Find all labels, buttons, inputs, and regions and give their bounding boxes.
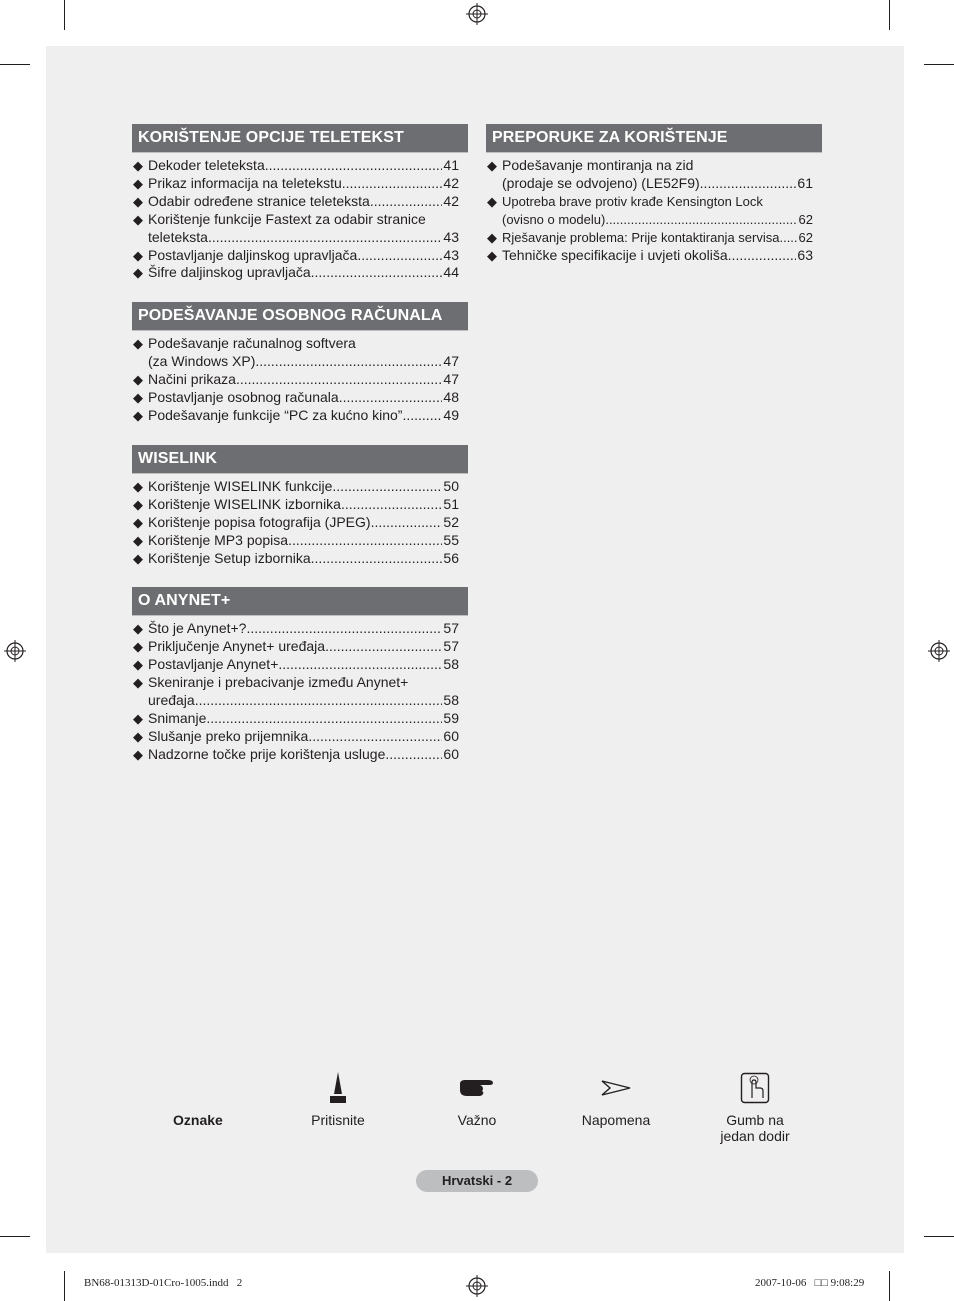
dot-leader bbox=[402, 407, 442, 425]
toc-entry[interactable] bbox=[132, 389, 459, 407]
registration-mark-icon bbox=[4, 640, 26, 662]
crop-mark bbox=[924, 64, 954, 65]
diamond-bullet-icon: ◆ bbox=[133, 336, 143, 352]
toc-entry-line bbox=[148, 229, 459, 247]
dot-leader bbox=[357, 247, 442, 265]
dot-leader bbox=[779, 229, 797, 247]
toc-entry-title: Snimanje bbox=[148, 709, 207, 726]
diamond-bullet-icon: ◆ bbox=[133, 478, 143, 494]
toc-entry-title: Skeniranje i prebacivanje između Anynet+ bbox=[148, 674, 409, 691]
toc-entry-title: Korištenje WISELINK izbornika bbox=[148, 495, 341, 512]
toc-page-number: 63 bbox=[797, 246, 813, 263]
toc-entry[interactable] bbox=[132, 211, 459, 247]
toc-entry[interactable] bbox=[132, 674, 459, 710]
toc-entry[interactable] bbox=[132, 746, 459, 764]
dot-leader bbox=[700, 175, 797, 193]
toc-entry[interactable] bbox=[486, 247, 813, 265]
toc-entry[interactable] bbox=[132, 620, 459, 638]
toc-entry-title: Nadzorne točke prije korištenja usluge bbox=[148, 745, 386, 762]
toc-page-number: 49 bbox=[443, 406, 459, 423]
toc-entry-title: teleteksta bbox=[148, 228, 208, 245]
dot-leader bbox=[332, 478, 442, 496]
toc-page-number: 62 bbox=[798, 211, 813, 227]
crop-mark bbox=[924, 1236, 954, 1237]
toc-entry-line bbox=[148, 211, 459, 229]
diamond-bullet-icon: ◆ bbox=[133, 496, 143, 512]
dot-leader bbox=[385, 746, 442, 764]
dot-leader bbox=[236, 371, 442, 389]
dot-leader bbox=[371, 514, 443, 532]
diamond-bullet-icon: ◆ bbox=[133, 193, 143, 209]
toc-entry[interactable] bbox=[132, 247, 459, 265]
diamond-bullet-icon: ◆ bbox=[133, 372, 143, 388]
crop-mark bbox=[64, 0, 65, 30]
toc-entry-title: Što je Anynet+? bbox=[148, 620, 247, 637]
toc-entry[interactable] bbox=[486, 193, 813, 229]
diamond-bullet-icon: ◆ bbox=[133, 175, 143, 191]
toc-entry[interactable] bbox=[132, 407, 459, 425]
dot-leader bbox=[255, 353, 442, 371]
diamond-bullet-icon: ◆ bbox=[133, 265, 143, 281]
toc-entry-line bbox=[502, 247, 813, 265]
toc-entry[interactable] bbox=[132, 496, 459, 514]
legend-item-note bbox=[571, 1070, 661, 1128]
toc-entry-title: Šifre daljinskog upravljača bbox=[148, 264, 311, 281]
diamond-bullet-icon: ◆ bbox=[133, 407, 143, 423]
diamond-bullet-icon: ◆ bbox=[133, 675, 143, 691]
section-header: PODEŠAVANJE OSOBNOG RAČUNALA bbox=[132, 302, 468, 331]
toc-page-number: 56 bbox=[443, 549, 459, 566]
legend-title: Oznake bbox=[173, 1112, 223, 1128]
legend-item-important bbox=[437, 1070, 517, 1128]
toc-page-number: 44 bbox=[443, 264, 459, 281]
dot-leader bbox=[246, 620, 442, 638]
diamond-bullet-icon: ◆ bbox=[133, 211, 143, 227]
toc-entry-line bbox=[148, 656, 459, 674]
toc-left-column bbox=[132, 124, 468, 784]
toc-entry[interactable] bbox=[132, 157, 459, 175]
toc-entry-line bbox=[502, 175, 813, 193]
diamond-bullet-icon: ◆ bbox=[487, 158, 497, 173]
diamond-bullet-icon: ◆ bbox=[133, 247, 143, 263]
toc-entry-line bbox=[502, 157, 813, 175]
crop-mark bbox=[0, 1236, 30, 1237]
dot-leader bbox=[308, 728, 442, 746]
toc-entry-title: Podešavanje montiranja na zid bbox=[502, 157, 694, 173]
toc-page-number: 61 bbox=[797, 174, 813, 191]
toc-entry[interactable] bbox=[132, 728, 459, 746]
toc-right-column bbox=[486, 124, 822, 284]
toc-entry-line bbox=[148, 247, 459, 265]
diamond-bullet-icon: ◆ bbox=[487, 229, 497, 245]
toc-entry-title: Odabir određene stranice teleteksta bbox=[148, 192, 370, 209]
toc-page-number: 47 bbox=[443, 353, 459, 370]
toc-section bbox=[486, 124, 822, 264]
toc-entry-list bbox=[132, 331, 468, 425]
registration-mark-icon bbox=[928, 640, 950, 662]
toc-entry-title: (prodaje se odvojeno) (LE52F9) bbox=[502, 174, 700, 191]
crop-mark bbox=[889, 0, 890, 30]
diamond-bullet-icon: ◆ bbox=[487, 193, 497, 209]
dot-leader bbox=[311, 550, 443, 568]
toc-entry-line bbox=[148, 746, 459, 764]
toc-page-number: 55 bbox=[443, 531, 459, 548]
pointing-hand-icon bbox=[437, 1070, 517, 1106]
registration-mark-icon bbox=[466, 1275, 488, 1297]
toc-entry-line bbox=[502, 229, 813, 247]
dot-leader bbox=[208, 229, 442, 247]
toc-page-number: 60 bbox=[443, 745, 459, 762]
toc-entry-line bbox=[148, 264, 459, 282]
toc-entry-title: Upotreba brave protiv krađe Kensington Lock bbox=[502, 193, 763, 209]
toc-entry-title: uređaja bbox=[148, 692, 195, 709]
one-touch-button-icon bbox=[705, 1070, 805, 1106]
toc-entry-line bbox=[502, 211, 813, 229]
toc-entry-line bbox=[148, 638, 459, 656]
toc-page-number: 52 bbox=[443, 513, 459, 530]
toc-page-number: 42 bbox=[443, 174, 459, 191]
toc-entry-line bbox=[148, 389, 459, 407]
toc-entry-title: Načini prikaza bbox=[148, 371, 236, 388]
toc-entry-line bbox=[148, 514, 459, 532]
note-arrow-icon bbox=[571, 1070, 661, 1106]
dot-leader bbox=[341, 496, 442, 514]
diamond-bullet-icon: ◆ bbox=[133, 550, 143, 566]
toc-section bbox=[132, 445, 468, 568]
toc-page-number: 51 bbox=[443, 495, 459, 512]
diamond-bullet-icon: ◆ bbox=[133, 158, 143, 173]
press-icon bbox=[298, 1070, 378, 1106]
toc-entry-title: Priključenje Anynet+ uređaja bbox=[148, 638, 326, 655]
diamond-bullet-icon: ◆ bbox=[133, 514, 143, 530]
toc-entry-line bbox=[148, 193, 459, 211]
toc-page-number: 50 bbox=[443, 477, 459, 494]
toc-entry-line bbox=[148, 371, 459, 389]
toc-entry-title: Podešavanje funkcije “PC za kućno kino” bbox=[148, 406, 403, 423]
toc-entry[interactable] bbox=[486, 229, 813, 247]
legend-item-one-touch bbox=[705, 1070, 805, 1144]
toc-entry-line bbox=[502, 193, 813, 211]
toc-entry[interactable] bbox=[132, 656, 459, 674]
toc-entry[interactable] bbox=[132, 514, 459, 532]
toc-entry-line bbox=[148, 728, 459, 746]
toc-entry-title: Korištenje WISELINK funkcije bbox=[148, 477, 333, 494]
toc-page-number: 58 bbox=[443, 656, 459, 673]
crop-mark bbox=[0, 64, 30, 65]
toc-entry-title: Korištenje Setup izbornika bbox=[148, 549, 311, 566]
dot-leader bbox=[605, 211, 797, 229]
toc-page-number: 57 bbox=[443, 638, 459, 655]
toc-entry-title: Dekoder teleteksta bbox=[148, 157, 265, 173]
toc-entry-line bbox=[148, 157, 459, 175]
toc-page-number: 42 bbox=[443, 192, 459, 209]
toc-entry[interactable] bbox=[486, 157, 813, 193]
toc-entry[interactable] bbox=[132, 175, 459, 193]
toc-section bbox=[132, 124, 468, 282]
toc-page-number: 47 bbox=[443, 371, 459, 388]
toc-entry-line bbox=[148, 335, 459, 353]
legend-label-press: Pritisnite bbox=[311, 1112, 365, 1128]
legend-label-important: Važno bbox=[457, 1112, 497, 1128]
toc-entry[interactable] bbox=[132, 478, 459, 496]
section-header: O ANYNET+ bbox=[132, 587, 468, 616]
dot-leader bbox=[311, 264, 443, 282]
toc-entry-line bbox=[148, 407, 459, 425]
toc-entry-title: Prikaz informacija na teletekstu bbox=[148, 174, 342, 191]
toc-entry-line bbox=[148, 550, 459, 568]
toc-entry[interactable] bbox=[132, 710, 459, 728]
diamond-bullet-icon: ◆ bbox=[133, 390, 143, 406]
toc-entry-title: Postavljanje daljinskog upravljača bbox=[148, 246, 358, 263]
dot-leader bbox=[278, 656, 442, 674]
toc-entry[interactable] bbox=[132, 532, 459, 550]
toc-entry-line bbox=[148, 532, 459, 550]
dot-leader bbox=[265, 157, 443, 175]
legend-label-one-touch: Gumb na jedan dodir bbox=[720, 1112, 790, 1144]
toc-page-number: 48 bbox=[443, 389, 459, 406]
diamond-bullet-icon: ◆ bbox=[133, 621, 143, 637]
dot-leader bbox=[325, 638, 442, 656]
toc-entry-line bbox=[148, 710, 459, 728]
section-header: KORIŠTENJE OPCIJE TELETEKST bbox=[132, 124, 468, 153]
toc-page-number: 43 bbox=[443, 228, 459, 245]
toc-page-number: 43 bbox=[443, 246, 459, 263]
section-header: WISELINK bbox=[132, 445, 468, 474]
toc-entry-title: Podešavanje računalnog softvera bbox=[148, 335, 356, 352]
dot-leader bbox=[339, 389, 443, 407]
toc-page-number: 58 bbox=[443, 692, 459, 709]
toc-entry-list bbox=[486, 153, 822, 264]
toc-entry-title: Postavljanje Anynet+ bbox=[148, 656, 279, 673]
dot-leader bbox=[728, 247, 797, 265]
toc-section bbox=[132, 302, 468, 425]
toc-page-number: 57 bbox=[443, 620, 459, 637]
toc-entry[interactable] bbox=[132, 264, 459, 282]
diamond-bullet-icon: ◆ bbox=[487, 247, 497, 263]
footer-timestamp: 2007-10-06 □□ 9:08:29 bbox=[755, 1277, 865, 1289]
toc-entry-title: Korištenje MP3 popisa bbox=[148, 531, 289, 548]
crop-mark bbox=[64, 1271, 65, 1301]
page-number-badge: Hrvatski - 2 bbox=[416, 1170, 538, 1192]
dot-leader bbox=[370, 193, 443, 211]
dot-leader bbox=[195, 692, 443, 710]
toc-entry[interactable] bbox=[132, 335, 459, 371]
toc-entry-title: Korištenje funkcije Fastext za odabir stranice bbox=[148, 210, 426, 227]
toc-entry-line bbox=[148, 674, 459, 692]
toc-entry[interactable] bbox=[132, 193, 459, 211]
toc-entry-line bbox=[148, 620, 459, 638]
footer-file-info: BN68-01313D-01Cro-1005.indd 2 bbox=[84, 1277, 243, 1289]
dot-leader bbox=[288, 532, 442, 550]
diamond-bullet-icon: ◆ bbox=[133, 746, 143, 762]
toc-entry-title: Rješavanje problema: Prije kontaktiranja servisa bbox=[502, 229, 780, 245]
toc-entry-title: Tehničke specifikacije i uvjeti okoliša bbox=[502, 246, 728, 263]
toc-entry-title: Postavljanje osobnog računala bbox=[148, 389, 339, 406]
toc-entry[interactable] bbox=[132, 638, 459, 656]
legend-label-note: Napomena bbox=[581, 1112, 651, 1128]
toc-entry-title: (za Windows XP) bbox=[148, 353, 256, 370]
section-header: PREPORUKE ZA KORIŠTENJE bbox=[486, 124, 822, 153]
toc-section bbox=[132, 587, 468, 763]
toc-entry-title: Korištenje popisa fotografija (JPEG) bbox=[148, 513, 371, 530]
toc-entry[interactable] bbox=[132, 371, 459, 389]
toc-page-number: 62 bbox=[798, 229, 813, 245]
toc-entry-line bbox=[148, 692, 459, 710]
diamond-bullet-icon: ◆ bbox=[133, 657, 143, 673]
toc-entry-list bbox=[132, 153, 468, 282]
toc-entry-line bbox=[148, 496, 459, 514]
registration-mark-icon bbox=[466, 3, 488, 25]
diamond-bullet-icon: ◆ bbox=[133, 639, 143, 655]
diamond-bullet-icon: ◆ bbox=[133, 532, 143, 548]
toc-entry-line bbox=[148, 353, 459, 371]
toc-entry-title: (ovisno o modelu) bbox=[502, 211, 606, 227]
toc-entry-list bbox=[132, 474, 468, 568]
toc-page-number: 59 bbox=[443, 709, 459, 726]
toc-entry-list bbox=[132, 616, 468, 763]
dot-leader bbox=[206, 710, 442, 728]
diamond-bullet-icon: ◆ bbox=[133, 728, 143, 744]
toc-page-number: 60 bbox=[443, 727, 459, 744]
dot-leader bbox=[342, 175, 443, 193]
crop-mark bbox=[889, 1271, 890, 1301]
toc-entry-title: Slušanje preko prijemnika bbox=[148, 727, 309, 744]
legend-item-press bbox=[298, 1070, 378, 1128]
toc-entry[interactable] bbox=[132, 550, 459, 568]
toc-page-number: 41 bbox=[443, 157, 459, 173]
toc-entry-line bbox=[148, 175, 459, 193]
toc-entry-line bbox=[148, 478, 459, 496]
diamond-bullet-icon: ◆ bbox=[133, 710, 143, 726]
